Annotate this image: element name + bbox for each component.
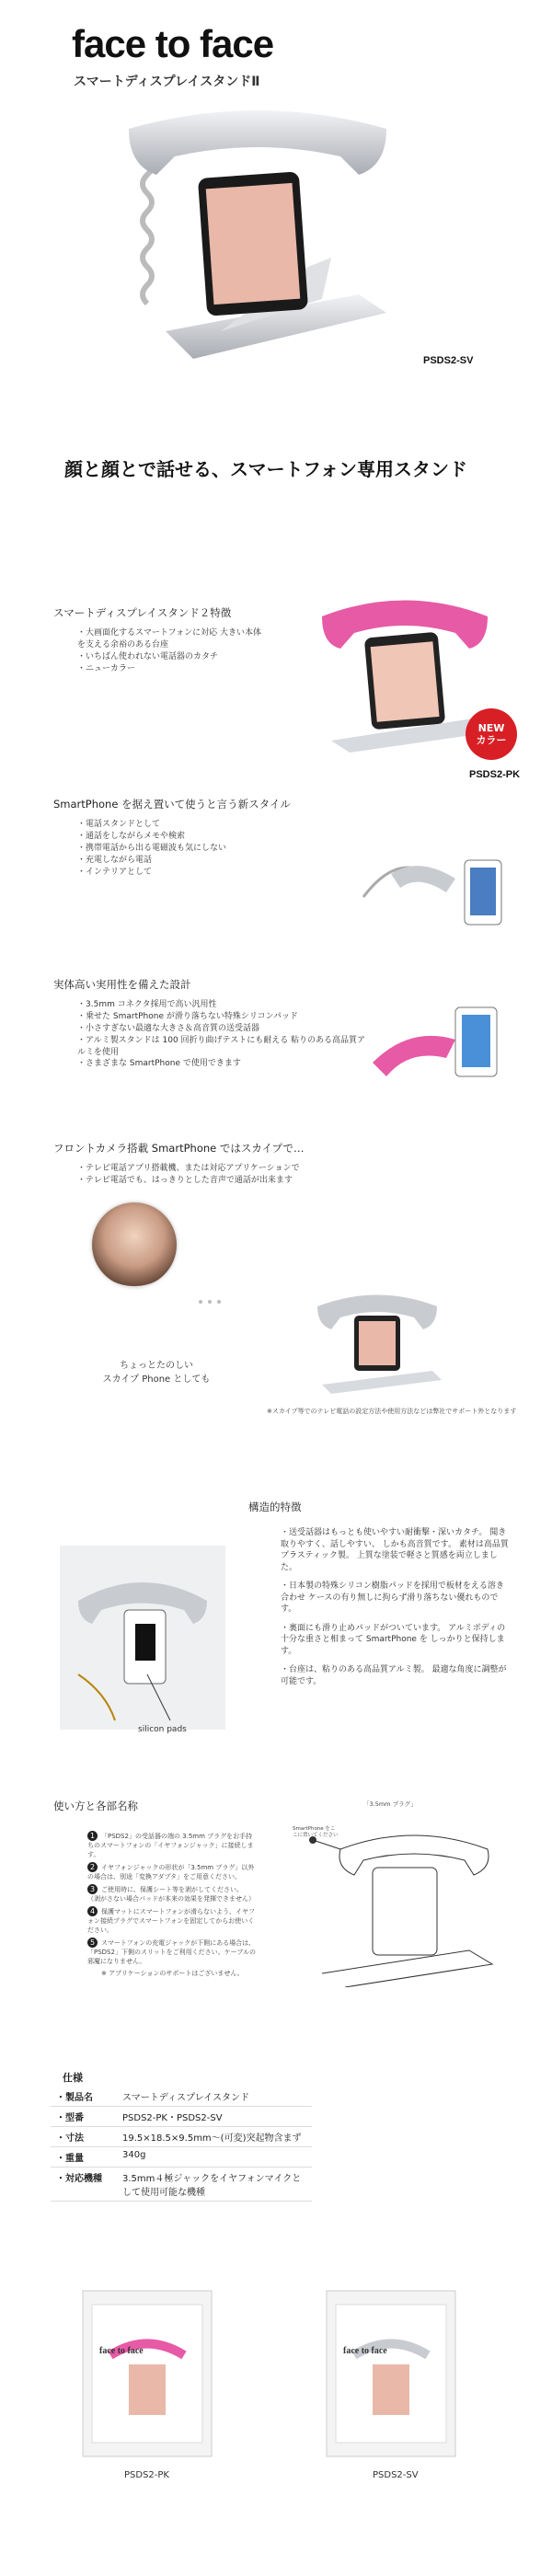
usage-step: 1 「PSDS2」の受話器の端の 3.5mm プラグをお手持ちのスマートフォンの「イヤフォンジャック」に接続します。	[87, 1832, 254, 1858]
caption-line: スカイプ Phone としても	[102, 1374, 211, 1385]
spec-key: ・製品名	[51, 2087, 117, 2107]
hero-product-silver	[110, 101, 405, 377]
list-item: ・ テレビ電話でも、はっきりとした音声で通話が出来ます	[77, 1175, 390, 1187]
list-item: ・ 日本製の特殊シリコン樹脂パッドを採用で板材をえる溶き合わせ ケースの有り無しに拘らず滑り落ちない優れものです。	[281, 1581, 511, 1616]
table-row	[51, 2107, 312, 2127]
list-item: ・ 台座は、粘りのある高品質アルミ製。 最適な角度に調整が可能です。	[281, 1664, 511, 1687]
usage-step: 3 ご使用時に、保護シート等を剥がしてください。 （剥がさない場合パッドが本来の効果を発揮できません）	[87, 1885, 255, 1903]
spec-table	[51, 2087, 312, 2202]
skype-stand-image	[308, 1279, 446, 1398]
package-brand-pink: face to face	[99, 2346, 144, 2356]
list-item: ・ いちばん使われない電話器のカタチ	[77, 651, 261, 663]
usage-step-text: イヤフォンジャックの形状が「3.5mm プラグ」以外の場合は、別途「変換アダプタ」をご用意ください。	[87, 1864, 255, 1880]
spec-value: スマートディスプレイスタンド	[117, 2087, 312, 2107]
usage-note: ※ アプリケーションのサポートはございません。	[101, 1970, 244, 1977]
model-label-pink: PSDS2-PK	[469, 769, 521, 780]
new-color-badge	[466, 708, 517, 760]
list-item: ・ 乗せた SmartPhone が滑り落ちない特殊シリコンパッド	[77, 1011, 372, 1023]
usage-title: 使い方と各部名称	[53, 1800, 138, 1812]
camera-list	[77, 1163, 390, 1187]
features-list	[77, 627, 261, 675]
pink-handset-image	[354, 989, 520, 1099]
skype-user-photo	[92, 1202, 177, 1287]
list-item: ・ 充電しながら電話	[77, 855, 280, 867]
dots-decoration	[198, 1297, 225, 1306]
camera-title: フロントカメラ搭載 SmartPhone ではスカイプで…	[53, 1142, 305, 1155]
package-label-pk: PSDS2-PK	[124, 2470, 169, 2480]
package-label-sv: PSDS2-SV	[373, 2470, 419, 2480]
spec-key: ・寸法	[51, 2127, 117, 2147]
usage-step-text: ご使用時に、保護シート等を剥がしてください。 （剥がさない場合パッドが本来の効果を発揮できません）	[87, 1886, 255, 1903]
skype-caption	[101, 1357, 212, 1385]
structure-photo	[60, 1546, 225, 1730]
list-item: ・ 電話スタンドとして	[77, 819, 280, 831]
badge-text-new: NEW	[477, 722, 505, 734]
spec-key: ・重量	[51, 2147, 117, 2168]
spec-value: 3.5mm４極ジャックをイヤフォンマイクとして使用可能な機種	[117, 2168, 312, 2202]
design-extra	[77, 1058, 372, 1070]
table-row	[51, 2168, 312, 2202]
package-silver	[317, 2282, 465, 2466]
usage-step-text: 保護マットにスマートフォンが滑らないよう、イヤフォン接続プラグでスマートフォンを固定してからお使いください。	[87, 1908, 256, 1934]
silver-handset-image	[354, 842, 520, 943]
model-label-silver: PSDS2-SV	[423, 355, 474, 366]
list-item: ・ 小さすぎない最適な大きさ＆高音質の送受話器	[77, 1023, 372, 1035]
features-title: スマートディスプレイスタンド２特徴	[53, 606, 232, 619]
spec-key: ・型番	[51, 2107, 117, 2127]
package-pink	[74, 2282, 221, 2466]
spec-value: 19.5×18.5×9.5mm〜(可変)突起物含まず	[117, 2127, 312, 2147]
design-list	[77, 999, 372, 1059]
usage-step: 4 保護マットにスマートフォンが滑らないよう、イヤフォン接続プラグでスマートフォンを固定してからお使いください。	[87, 1907, 256, 1934]
badge-text-color: カラー	[476, 734, 507, 746]
package-brand-silver: face to face	[343, 2346, 387, 2356]
table-row	[51, 2147, 312, 2168]
diagram-side-label: SmartPhone をここに置いてください	[293, 1826, 339, 1838]
usage-step: 2 イヤフォンジャックの形状が「3.5mm プラグ」以外の場合は、別途「変換アダプタ」をご用意ください。	[87, 1863, 255, 1880]
diagram-plug-label: 「3.5mm プラグ」	[363, 1800, 417, 1808]
usage-step-text: 「PSDS2」の受話器の端の 3.5mm プラグをお手持ちのスマートフォンの「イヤフォンジャック」に接続します。	[87, 1833, 254, 1858]
list-item: ・ 裏面にも滑り止めパッドがついています。 アルミボディの十分な重さと相まって SmartPhone を しっかりと保持します。	[281, 1623, 511, 1658]
style-title: SmartPhone を据え置いて使うと言う新スタイル	[53, 798, 291, 811]
spec-value: PSDS2-PK・PSDS2-SV	[117, 2107, 312, 2127]
caption-line: ちょっとたのしい	[120, 1361, 193, 1371]
structure-title: 構造的特徴	[248, 1501, 302, 1513]
usage-step-text: スマートフォンの充電ジャックが下側にある場合は、「PSDS2」下側のスリットをご利用ください。ケーブルの邪魔になりません。	[87, 1939, 257, 1965]
list-item: ・ 通話をしながらメモや検索	[77, 831, 280, 843]
list-item: ・ 3.5mm コネクタ採用で高い汎用性	[77, 999, 372, 1011]
main-headline: 顔と顔とで話せる、スマートフォン専用スタンド	[64, 460, 467, 480]
design-title: 実体高い実用性を備えた設計	[53, 978, 191, 991]
list-item: ・ ニューカラー	[77, 663, 261, 675]
usage-steps	[87, 1831, 258, 1978]
skype-note: ※スカイプ等でのテレビ電話の設定方法や使用方法などは弊社でサポート外となります	[267, 1408, 517, 1415]
silicon-pad-label: silicon pads	[138, 1725, 187, 1734]
list-item: ・ 送受話器はもっとも使いやすい耐衝撃・深いカタチ。 聞き取りやすく、話しやすい、 しかも高音質です。 素材は高品質プラスティック製。 上質な塗装で軽さと質感を両立しました。	[281, 1527, 511, 1573]
table-row	[51, 2087, 312, 2107]
spec-title: 仕様	[63, 2072, 83, 2084]
spec-key: ・対応機種	[51, 2168, 117, 2202]
brand-subtitle: スマートディスプレイスタンドⅡ	[74, 75, 260, 89]
structure-list	[281, 1527, 511, 1687]
list-item: ・ テレビ電話アプリ搭載機、または対応アプリケーションで	[77, 1163, 390, 1175]
spec-value: 340g	[117, 2147, 312, 2168]
list-item: ・ インテリアとして	[77, 867, 280, 879]
list-item: ・ アルミ製スタンドは 100 回折り曲げテストにも耐える 粘りのある高品質アルミを使用	[77, 1035, 372, 1059]
usage-step: 5 スマートフォンの充電ジャックが下側にある場合は、「PSDS2」下側のスリットをご利用ください。ケーブルの邪魔になりません。	[87, 1938, 257, 1965]
list-item: ・ 携帯電話から出る電磁波も気にしない	[77, 843, 280, 855]
list-item: ・ 大画面化するスマートフォンに対応 大きい本体を支える余裕のある台座	[77, 627, 261, 651]
brand-title: face to face	[72, 22, 274, 65]
style-list	[77, 819, 280, 879]
list-item: ・ さまざまな SmartPhone で使用できます	[77, 1058, 372, 1070]
table-row	[51, 2127, 312, 2147]
